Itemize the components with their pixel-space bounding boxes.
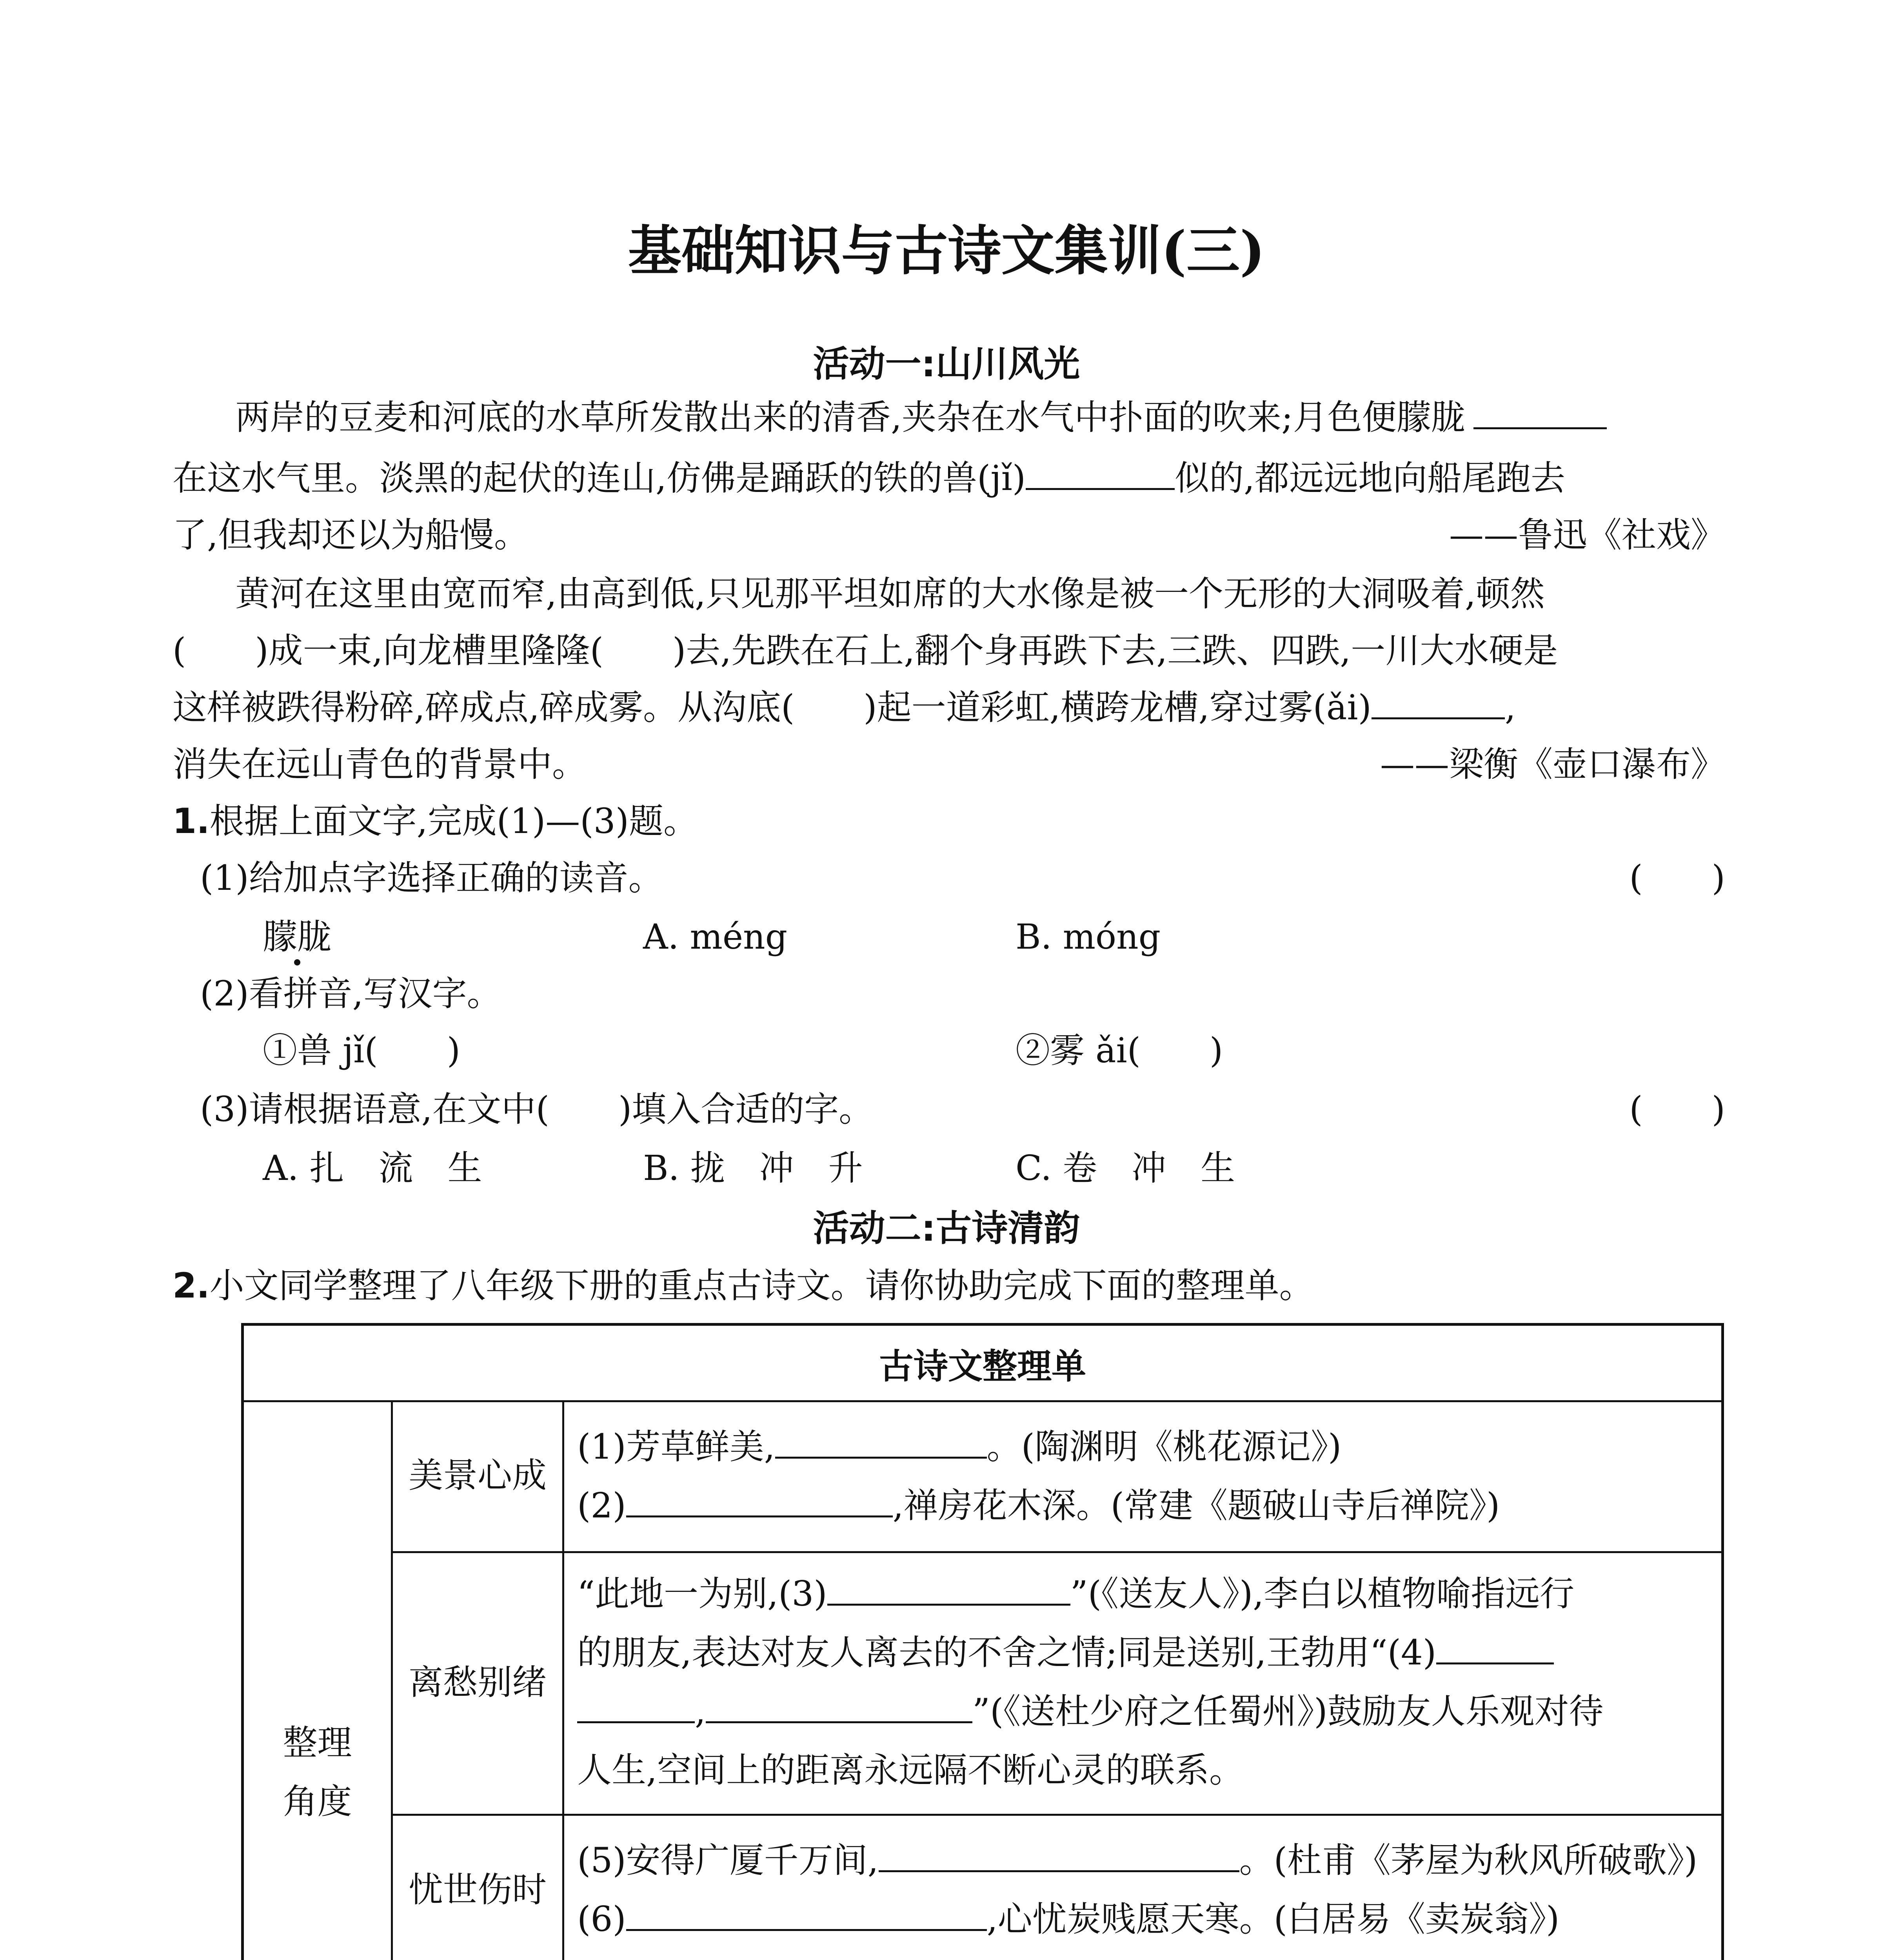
table-line: (6) ,心忧炭贱愿天寒。(白居易《卖炭翁》) [577,1890,1559,1948]
table-header: 古诗文整理单 [879,1346,1086,1387]
answer-blank[interactable] [626,1898,987,1931]
activity1-heading: 活动一:山川风光 [813,343,1080,385]
passage2-line4: 消失在远山青色的背景中。 [173,744,587,784]
q1-sub1-word: 朦胧 [263,916,332,957]
q1-sub2: (2)看拼音,写汉字。 [200,973,501,1014]
answer-blank[interactable] [577,1690,695,1723]
table-line: (5)安得广厦千万间, 。(杜甫《茅屋为秋风所破歌》) [577,1831,1697,1889]
activity2-heading: 活动二:古诗清韵 [813,1207,1080,1249]
answer-blank[interactable] [706,1690,972,1723]
q1-stem: 1.根据上面文字,完成(1)—(3)题。 [173,801,698,841]
q1-option-a[interactable]: A. méng [643,916,788,957]
answer-blank[interactable] [1372,686,1505,719]
q1-sub3-option-a[interactable]: A. 扎 流 生 [263,1148,482,1188]
passage1-line3: 了,但我却还以为船慢。 [173,515,529,555]
table-line: 人生,空间上的距离永远隔不断心灵的联系。 [577,1750,1244,1790]
passage1-line1: 两岸的豆麦和河底的水草所发散出来的清香,夹杂在水气中扑面的吹来;月色便朦胧 [235,388,1788,447]
page-title: 基础知识与古诗文集训(三) [628,220,1265,282]
table-divider [244,1400,1721,1402]
table-divider [391,1551,1721,1553]
q1-sub1-answer[interactable]: ( ) [1629,858,1725,898]
q1-sub3-option-c[interactable]: C. 卷 冲 生 [1016,1148,1235,1188]
passage2-line3: 这样被跌得粉碎,碎成点,碎成雾。从沟底( )起一道彩虹,横跨龙槽,穿过雾(ǎi) , [173,678,1725,737]
q1-sub1: (1)给加点字选择正确的读音。 [200,858,663,898]
passage2-line2: ( )成一束,向龙槽里隆隆( )去,先跌在石上,翻个身再跌下去,三跌、四跌,一川大水硬是 [173,630,1558,671]
review-table [241,1323,1724,1960]
answer-blank[interactable] [1026,457,1175,490]
q1-sub3-option-b[interactable]: B. 拢 冲 升 [643,1148,863,1188]
answer-blank[interactable] [1436,1631,1554,1664]
table-divider [562,1400,564,1960]
table-left-label: 整理 [283,1722,352,1763]
answer-blank[interactable] [827,1572,1070,1606]
table-divider [391,1814,1721,1816]
q1-sub2-b[interactable]: ②雾 ǎi( ) [1016,1030,1223,1071]
category-label: 离愁别绪 [408,1662,547,1702]
table-line: , ”(《送杜少府之任蜀州》)鼓励友人乐观对待 [577,1682,1604,1740]
passage1-line2: 在这水气里。淡黑的起伏的连山,仿佛是踊跃的铁的兽(jǐ) 似的,都远远地向船尾跑去 [173,449,1725,508]
category-label: 忧世伤时 [408,1869,547,1910]
table-line: 的朋友,表达对友人离去的不舍之情;同是送别,王勃用“(4) [577,1624,1554,1682]
answer-blank[interactable] [775,1425,987,1459]
passage2-line1: 黄河在这里由宽而窄,由高到低,只见那平坦如席的大水像是被一个无形的大洞吸着,顿然 [235,573,1545,614]
table-line: (2) ,禅房花木深。(常建《题破山寺后禅院》) [577,1477,1500,1535]
table-line: “此地一为别,(3) ”(《送友人》),李白以植物喻指远行 [577,1565,1574,1623]
answer-blank[interactable] [626,1484,893,1517]
table-left-label: 角度 [283,1781,352,1822]
passage1-source: ——鲁迅《社戏》 [1449,515,1725,555]
passage2-source: ——梁衡《壶口瀑布》 [1380,744,1725,784]
table-line: (1)芳草鲜美, 。(陶渊明《桃花源记》) [577,1418,1341,1476]
category-label: 美景心成 [408,1455,547,1495]
q1-sub3: (3)请根据语意,在文中( )填入合适的字。 [200,1089,874,1129]
answer-blank[interactable] [879,1839,1239,1872]
q1-sub3-answer[interactable]: ( ) [1629,1089,1725,1129]
answer-blank[interactable] [1473,396,1607,429]
q2-stem: 2.小文同学整理了八年级下册的重点古诗文。请你协助完成下面的整理单。 [173,1265,1314,1306]
q1-sub2-a[interactable]: ①兽 jǐ( ) [263,1030,461,1071]
q1-option-b[interactable]: B. móng [1016,916,1161,957]
